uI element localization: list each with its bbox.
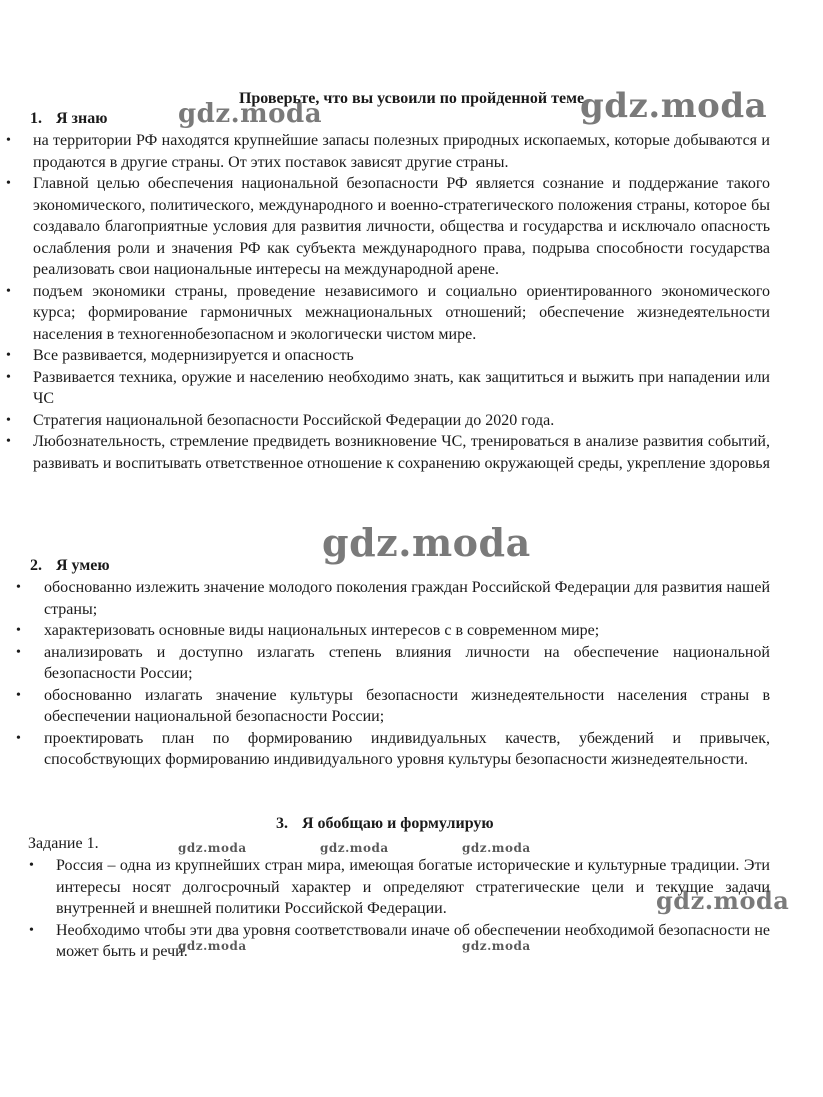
section-3-title: Я обобщаю и формулирую — [302, 815, 494, 832]
section-2-number: 2. — [30, 557, 42, 574]
list-item: • Стратегия национальной безопасности Российской Федерации до 2020 года. — [33, 410, 770, 432]
list-item: • Россия – одна из крупнейших стран мира, имеющая богатые исторические и культурные традиции. Эти интересы носят долгосрочный характер и определяют стратегические цели и текущие задачи внутренней и внешней политики Российской Федерации. — [56, 855, 770, 920]
list-item: • на территории РФ находятся крупнейшие запасы полезных природных ископаемых, которые добываются и продаются в другие страны. От этих поставок зависят другие страны. — [33, 130, 770, 173]
section-2-title: Я умею — [56, 557, 110, 574]
list-item: • Любознательность, стремление предвидеть возникновение ЧС, тренироваться в анализе развития событий, развивать и воспитывать ответственное отношение к сохранению окружающей среды, укрепление здоровья — [33, 431, 770, 474]
list-item: • Необходимо чтобы эти два уровня соответствовали иначе об обеспечении необходимой безопасности не может быть и речи. — [56, 920, 770, 963]
list-item: • характеризовать основные виды национальных интересов с в современном мире; — [44, 620, 770, 642]
watermark: gdz.moda — [178, 99, 323, 129]
list-item: • Все развивается, модернизируется и опасность — [33, 345, 770, 367]
watermark: gdz.moda — [322, 520, 531, 565]
section-2-heading — [30, 555, 110, 577]
list-item: • анализировать и доступно излагать степень влияния личности на обеспечение национальной безопасности России; — [44, 642, 770, 685]
list-item: • Развивается техника, оружие и населению необходимо знать, как защититься и выжить при нападении или ЧС — [33, 367, 770, 410]
list-item: • обоснованно излагать значение культуры безопасности жизнедеятельности населения страны в обеспечении национальной безопасности России; — [44, 685, 770, 728]
section-1-list — [33, 130, 770, 474]
watermark: gdz.moda — [462, 939, 531, 953]
section-1-heading — [30, 108, 107, 130]
watermark: gdz.moda — [178, 939, 247, 953]
watermark: gdz.moda — [462, 841, 531, 855]
list-item: • Главной целью обеспечения национальной безопасности РФ является сознание и поддержание такого экономического, политического, международного и военно-стратегического положения страны, которое бы создавало благоприятные условия для развития личности, общества и государства и исключало опасность ослабления роли и значения РФ как субъекта международного права, подрыва способности государства реализовать свои национальные интересы на международной арене. — [33, 173, 770, 281]
watermark: gdz.moda — [178, 841, 247, 855]
section-3-number: 3. — [276, 815, 288, 832]
list-item: • проектировать план по формированию индивидуальных качеств, убеждений и привычек, способствующих формированию индивидуального уровня культуры безопасности жизнедеятельности. — [44, 728, 770, 771]
list-item: • обоснованно излежить значение молодого поколения граждан Российской Федерации для развития нашей страны; — [44, 577, 770, 620]
list-item: • подъем экономики страны, проведение независимого и социально ориентированного экономического курса; формирование гармоничных межнациональных отношений; обеспечение жизнедеятельности населения в техногеннобезопасном и экологически чистом мире. — [33, 281, 770, 346]
section-1-number: 1. — [30, 110, 42, 127]
task-label: Задание 1. — [28, 835, 99, 852]
watermark: gdz.moda — [580, 86, 768, 126]
page-title: Проверьте, что вы усвоили по пройденной теме — [238, 90, 585, 107]
watermark: gdz.moda — [320, 841, 389, 855]
watermark: gdz.moda — [656, 886, 790, 915]
section-1-title: Я знаю — [56, 110, 108, 127]
section-2-list — [44, 577, 770, 771]
section-3-heading — [276, 813, 494, 835]
